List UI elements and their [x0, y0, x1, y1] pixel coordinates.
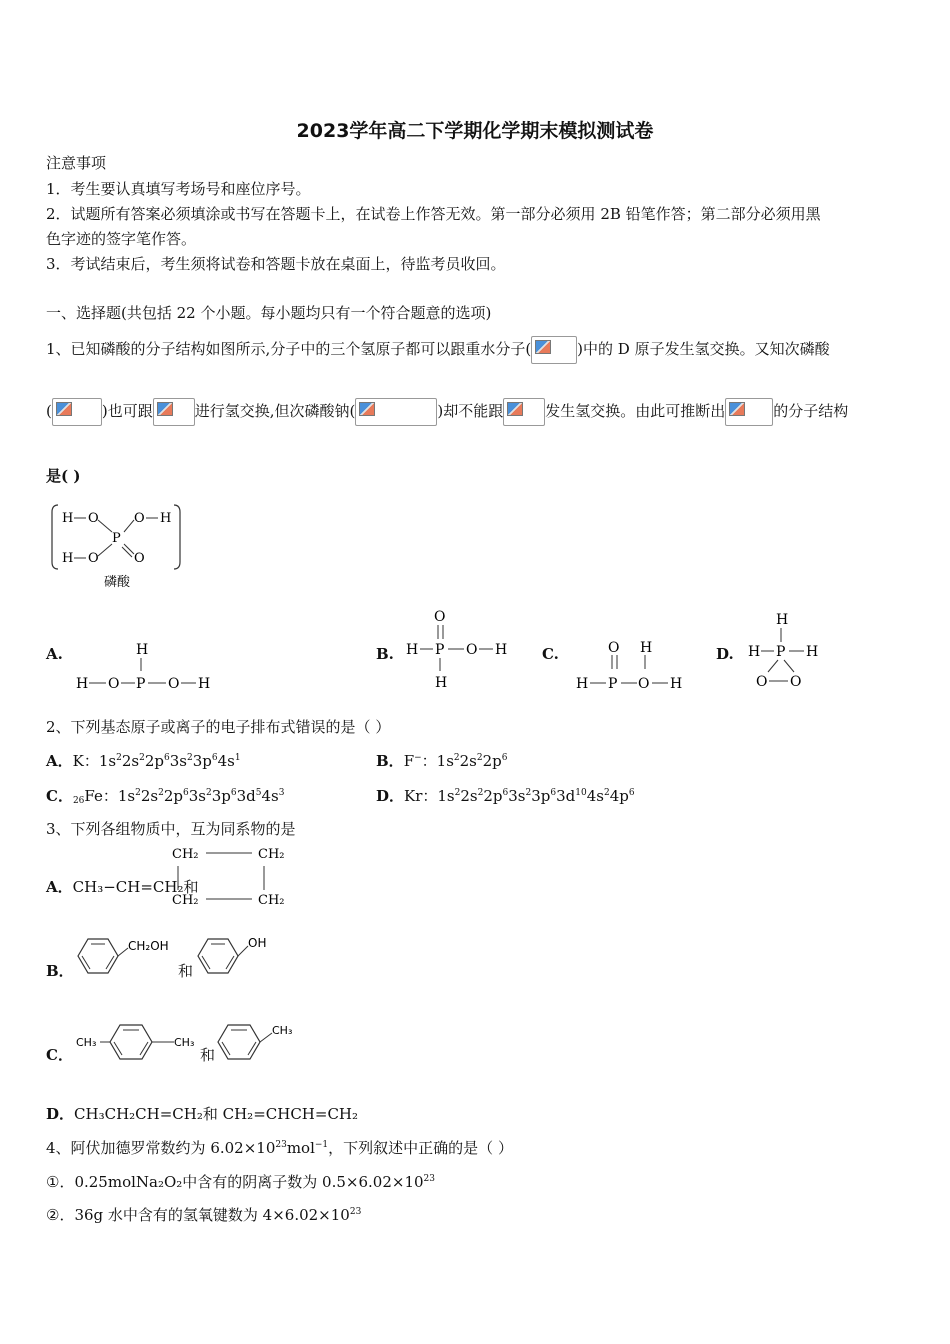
- q3-option-a-text: CH₃−CH=CH₂和: [72, 878, 199, 896]
- q1-text-2a: (: [46, 402, 52, 420]
- p-xylene-structure: [72, 1018, 202, 1068]
- svg-text:CH₃: CH₃: [76, 1036, 97, 1049]
- q1-option-b-label: B.: [376, 645, 394, 663]
- image-placeholder-icon: [153, 398, 195, 426]
- page-title: 2023学年高二下学期化学期末模拟测试卷: [296, 120, 654, 142]
- q3-option-b-and: 和: [178, 962, 194, 980]
- notice-item-2b: 色字迹的签字笔作答。: [46, 230, 197, 248]
- toluene-structure: [214, 1016, 304, 1066]
- svg-text:H: H: [160, 511, 172, 526]
- svg-text:CH₃: CH₃: [174, 1036, 195, 1049]
- svg-text:O: O: [88, 511, 99, 526]
- q4-stem: 4、阿伏加德罗常数约为 $6.02\times 10^{23}mol^{-1}$，下列叙述中正确的是（ ）: [46, 1139, 513, 1157]
- q2-option-c-text: Fe：1s: [84, 787, 136, 805]
- q1-text-2d: )却不能跟: [437, 402, 504, 420]
- q1-text-2c: 进行氢交换,但次磷酸钠(: [194, 402, 356, 420]
- svg-text:H: H: [76, 676, 89, 692]
- q2-option-c-label: C．: [46, 787, 73, 805]
- svg-text:O: O: [168, 676, 180, 692]
- svg-text:O: O: [638, 676, 650, 692]
- svg-text:P: P: [136, 676, 146, 692]
- q1-text-1a: 1、已知磷酸的分子结构如图所示,分子中的三个氢原子都可以跟重水分子(: [46, 340, 532, 358]
- q3-option-a-label: A．: [46, 878, 73, 896]
- q1-option-c-structure: [570, 636, 695, 696]
- benzyl-alcohol-structure: [70, 930, 180, 980]
- q2-option-c: C．$_{26}$Fe：$1s^22s^22p^63s^23p^63d^54s^3$: [46, 787, 285, 806]
- svg-text:O: O: [434, 609, 446, 625]
- q1-option-d-label: D.: [716, 645, 734, 663]
- notice-item-1: 1．考生要认真填写考场号和座位序号。: [46, 180, 311, 198]
- svg-text:CH₂: CH₂: [172, 847, 199, 862]
- q1-line3: 是( ): [46, 467, 81, 485]
- q1-option-a-label: A.: [46, 645, 63, 663]
- image-placeholder-icon: [355, 398, 437, 426]
- svg-text:H: H: [670, 676, 683, 692]
- figure-caption: 磷酸: [104, 575, 131, 590]
- svg-text:O: O: [134, 551, 145, 566]
- svg-text:H: H: [495, 642, 508, 658]
- svg-text:O: O: [790, 674, 802, 690]
- q1-text-2b: )也可跟: [101, 402, 153, 420]
- q2-option-a-text: K：1s: [72, 752, 117, 770]
- svg-text:O: O: [466, 642, 478, 658]
- svg-text:H: H: [640, 640, 653, 656]
- notice-item-2a: 2．试题所有答案必须填涂或书写在答题卡上，在试卷上作答无效。第一部分必须用 2B 铅笔作答；第二部分必须用黑: [46, 205, 821, 223]
- svg-text:O: O: [756, 674, 768, 690]
- q2-option-b-label: B．: [376, 752, 404, 770]
- svg-text:CH₃: CH₃: [272, 1024, 293, 1037]
- svg-text:OH: OH: [248, 936, 267, 950]
- q1-option-a-structure: [72, 638, 222, 696]
- q1-option-b-structure: [402, 605, 522, 695]
- svg-text:CH₂: CH₂: [172, 893, 199, 908]
- svg-text:O: O: [108, 676, 120, 692]
- phenol-structure: [190, 930, 280, 980]
- q2-option-c-atomic-number: 26: [72, 796, 85, 806]
- q2-option-a: A．K：$1s^22s^22p^63s^23p^64s^1$: [46, 752, 241, 770]
- q1-line2: [46, 398, 848, 426]
- svg-text:H: H: [748, 644, 761, 660]
- image-placeholder-icon: [503, 398, 545, 426]
- q3-option-d: [46, 1103, 358, 1124]
- svg-text:CH₂: CH₂: [258, 893, 285, 908]
- phosphoric-acid-structure: [46, 500, 186, 595]
- q1-option-c-label: C.: [542, 645, 559, 663]
- q4-item-2-text: ②．36g 水中含有的氢氧键数为 4×6.02×10: [46, 1206, 350, 1224]
- q3-option-b-label: B．: [46, 962, 74, 980]
- q3-option-c-label: C．: [46, 1046, 73, 1064]
- svg-text:O: O: [134, 511, 145, 526]
- svg-text:H: H: [198, 676, 211, 692]
- q2-option-b: B．F−：$1s^22s^22p^6$: [376, 752, 508, 770]
- q2-option-d: D．Kr：$1s^22s^22p^63s^23p^63d^{10}4s^24p^6$: [376, 787, 635, 805]
- svg-text:H: H: [576, 676, 589, 692]
- q4-item-2: ②．36g 水中含有的氢氧键数为 $4\times 6.02\times 10^{23}$: [46, 1206, 362, 1224]
- q3-option-c-and: 和: [200, 1046, 216, 1064]
- svg-text:H: H: [62, 551, 74, 566]
- image-placeholder-icon: [725, 398, 773, 426]
- svg-text:H: H: [406, 642, 419, 658]
- q2-option-d-label: D．: [376, 787, 405, 805]
- svg-text:CH₂: CH₂: [258, 847, 285, 862]
- q2-option-d-text: Kr：1s: [404, 787, 455, 805]
- cyclobutane-structure: [170, 842, 300, 912]
- svg-text:H: H: [62, 511, 74, 526]
- q2-option-a-label: A．: [46, 752, 73, 770]
- svg-text:H: H: [136, 642, 149, 658]
- svg-text:H: H: [435, 675, 448, 691]
- q2-option-b-text: F: [403, 752, 415, 770]
- q4-stem-tail: ，下列叙述中正确的是（ ）: [328, 1139, 513, 1157]
- q1-option-d-structure: [742, 608, 832, 690]
- svg-text:P: P: [435, 642, 445, 658]
- svg-text:P: P: [112, 531, 121, 546]
- svg-text:H: H: [806, 644, 819, 660]
- q1-text-2f: 的分子结构: [773, 402, 849, 420]
- svg-text:O: O: [608, 640, 620, 656]
- svg-text:CH₂OH: CH₂OH: [128, 939, 169, 953]
- q3-stem: 3、下列各组物质中，互为同系物的是: [46, 820, 296, 838]
- q4-stem-text: 4、阿伏加德罗常数约为 6.02×10: [46, 1139, 276, 1157]
- q1-text-1b: )中的 D 原子发生氢交换。又知次磷酸: [577, 340, 830, 358]
- section-heading: 一、选择题(共包括 22 个小题。每小题均只有一个符合题意的选项): [46, 304, 492, 322]
- svg-text:H: H: [776, 612, 789, 628]
- image-placeholder-icon: [52, 398, 102, 426]
- notice-item-3: 3．考试结束后，考生须将试卷和答题卡放在桌面上，待监考员收回。: [46, 255, 506, 273]
- q4-item-1: ①．0.25molNa₂O₂中含有的阴离子数为 $0.5\times 6.02\times 10^{23}$: [46, 1173, 435, 1191]
- svg-text:P: P: [776, 644, 786, 660]
- q3-option-d-label: D．: [46, 1105, 75, 1123]
- svg-text:O: O: [88, 551, 99, 566]
- q1-text-2e: 发生氢交换。由此可推断出: [545, 402, 726, 420]
- svg-text:P: P: [608, 676, 618, 692]
- q3-option-d-text: CH₃CH₂CH=CH₂和 CH₂=CHCH=CH₂: [74, 1105, 359, 1123]
- q4-item-1-text: ①．0.25molNa₂O₂中含有的阴离子数为 0.5×6.02×10: [46, 1173, 424, 1191]
- q1-line1: [46, 336, 830, 364]
- notice-heading: 注意事项: [46, 154, 107, 172]
- image-placeholder-icon: [531, 336, 577, 364]
- q2-stem: 2、下列基态原子或离子的电子排布式错误的是（ ）: [46, 718, 391, 736]
